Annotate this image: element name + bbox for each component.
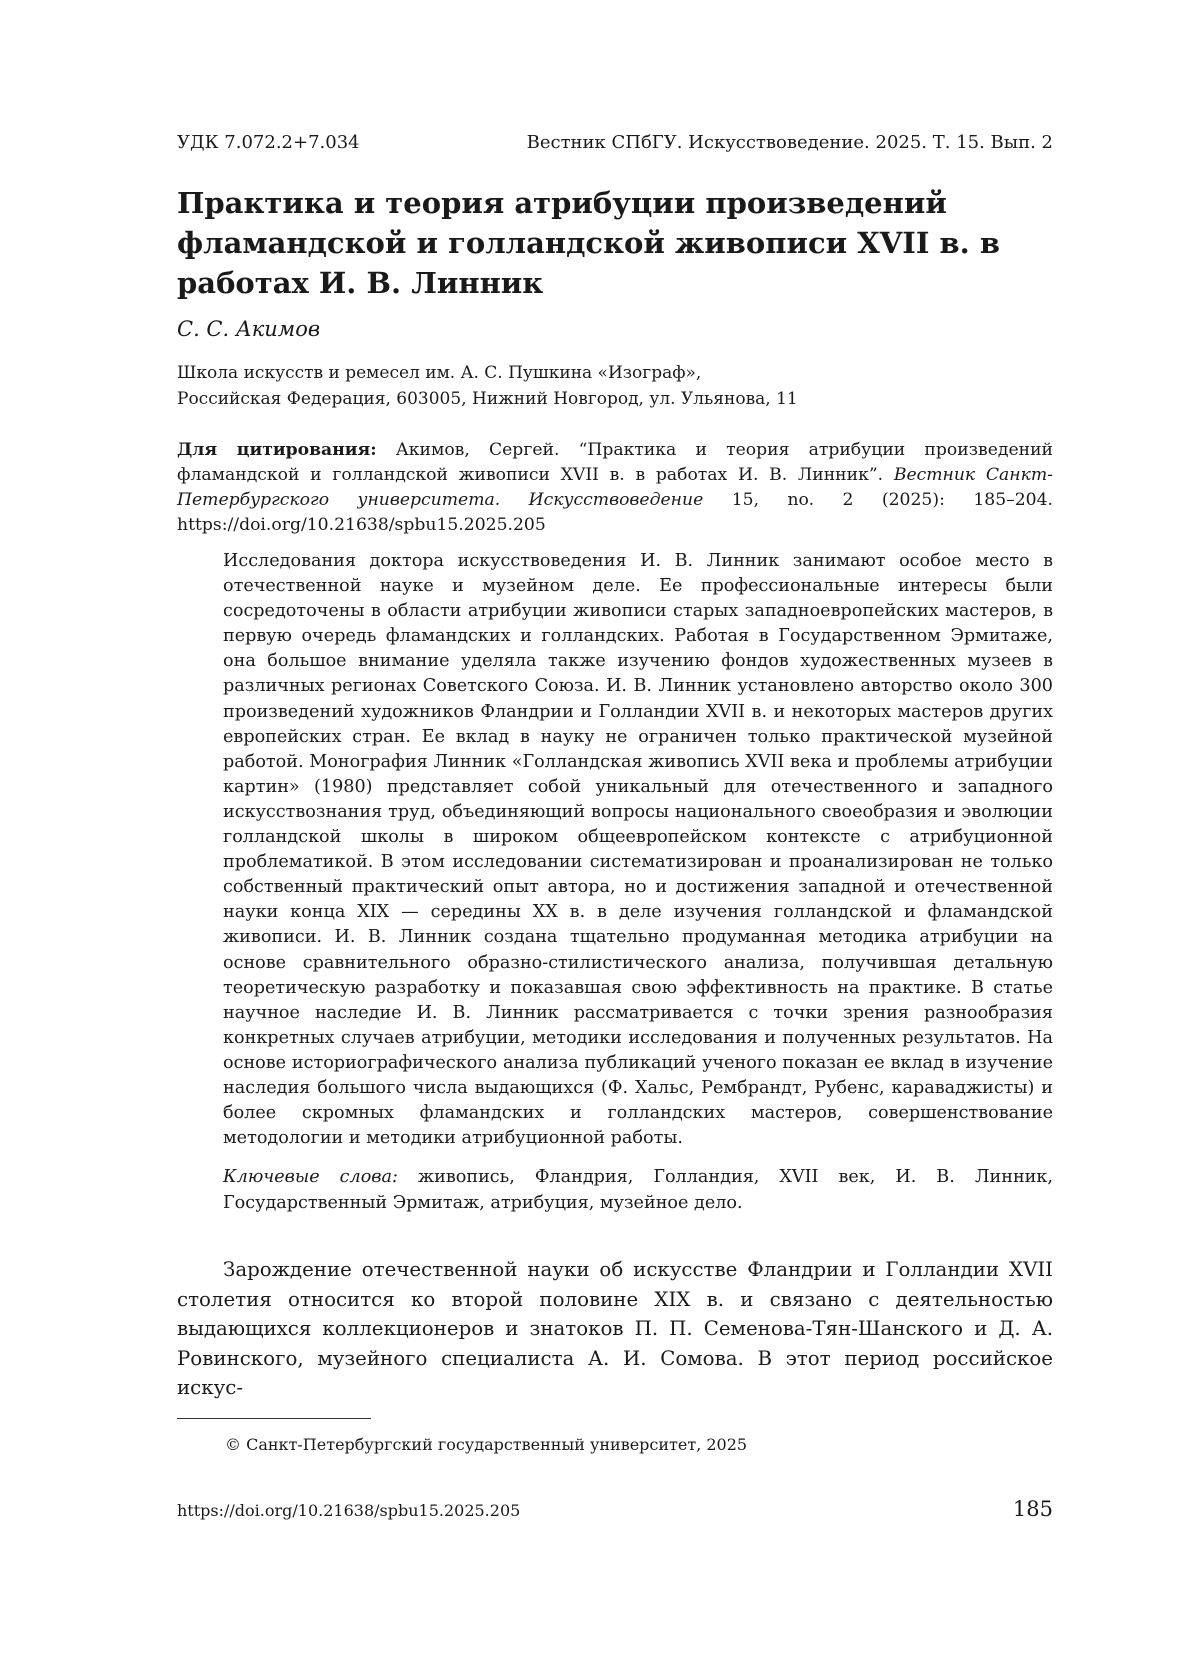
citation-text-part2: 15, no. 2 (2025): 185–204. https://doi.org/10.21638/spbu15.2025.205 bbox=[177, 490, 1053, 535]
udk-code: УДК 7.072.2+7.034 bbox=[177, 132, 360, 153]
affiliation bbox=[177, 360, 1057, 412]
copyright-note: © Санкт-Петербургский государственный университет, 2025 bbox=[225, 1435, 748, 1454]
journal-header: Вестник СПбГУ. Искусствоведение. 2025. Т. 15. Вып. 2 bbox=[526, 132, 1053, 153]
keywords-list: живопись, Фландрия, Голландия, XVII век, И. В. Линник, Государственный Эрмитаж, атрибуция, музейное дело. bbox=[223, 1167, 1053, 1213]
article-title: Практика и теория атрибуции произведений фламандской и голландской живописи XVII в. в работах И. В. Линник bbox=[177, 186, 1000, 300]
keywords-block bbox=[223, 1165, 1053, 1216]
citation-journal: Вестник Санкт-Петербургского университета. Искусствоведение bbox=[177, 465, 1053, 510]
affiliation-line-1: Школа искусств и ремесел им. А. С. Пушкина «Изограф», bbox=[177, 363, 702, 383]
page-number: 185 bbox=[1012, 1497, 1053, 1521]
body-paragraph: Зарождение отечественной науки об искусстве Фландрии и Голландии XVII столетия относится ко второй половине XIX в. и связано с деятельностью выдающихся коллекционеров и знатоков П. П. Семенова-Тян-Шанского и Д. А. Ровинского, музейного специалиста А. И. Сомова. В этот период российское искус- bbox=[177, 1258, 1053, 1399]
author-name: С. С. Акимов bbox=[177, 317, 321, 341]
abstract-text: Исследования доктора искусствоведения И. В. Линник занимают особое место в отечественной науке и музейном деле. Ее профессиональные интересы были сосредоточены в области атрибуции живописи старых западноевропейских мастеров, в первую очередь фламандских и голландских. Работая в Государственном Эрмитаже, она большое внимание уделяла также изучению фондов художественных музеев в различных регионах Советского Союза. И. В. Линник установлено авторство около 300 произведений художников Фландрии и Голландии XVII в. и некоторых мастеров других европейских стран. Ее вклад в науку не ограничен только практической музейной работой. Монография Линник «Голландская живопись XVII века и проблемы атрибуции картин» (1980) представляет собой уникальный для отечественного и западного искусствознания труд, объединяющий вопросы национального своеобразия и эволюции голландской школы в широком общеевропейском контексте с атрибуционной проблематикой. В этом исследовании систематизирован и проанализирован не только собственный практический опыт автора, но и достижения западной и отечественной науки конца XIX — середины XX в. в деле изучения голландской и фламандской живописи. И. В. Линник создана тщательно продуманная методика атрибуции на основе сравнительного образно-стилистического анализа, получившая детальную теоретическую разработку и показавшая свою эффективность на практике. В статье научное наследие И. В. Линник рассматривается с точки зрения разнообразия конкретных случаев атрибуции, методики исследования и полученных результатов. На основе историографического анализа публикаций ученого показан ее вклад в изучение наследия большого числа выдающихся (Ф. Хальс, Рембрандт, Рубенс, караваджисты) и более скромных фламандских и голландских мастеров, совершенствование методологии и методики атрибуционной работы. bbox=[223, 551, 1053, 1149]
footer-doi: https://doi.org/10.21638/spbu15.2025.205 bbox=[177, 1501, 521, 1520]
footnote-divider bbox=[177, 1418, 371, 1419]
keywords-label: Ключевые слова: bbox=[223, 1167, 398, 1187]
affiliation-line-2: Российская Федерация, 603005, Нижний Новгород, ул. Ульянова, 11 bbox=[177, 389, 798, 409]
citation-text-part1: Акимов, Сергей. “Практика и теория атрибуции произведений фламандской и голландской живописи XVII в. в работах И. В. Линник”. bbox=[177, 440, 1054, 485]
citation-block bbox=[177, 438, 1053, 538]
citation-label: Для цитирования: bbox=[177, 440, 377, 460]
